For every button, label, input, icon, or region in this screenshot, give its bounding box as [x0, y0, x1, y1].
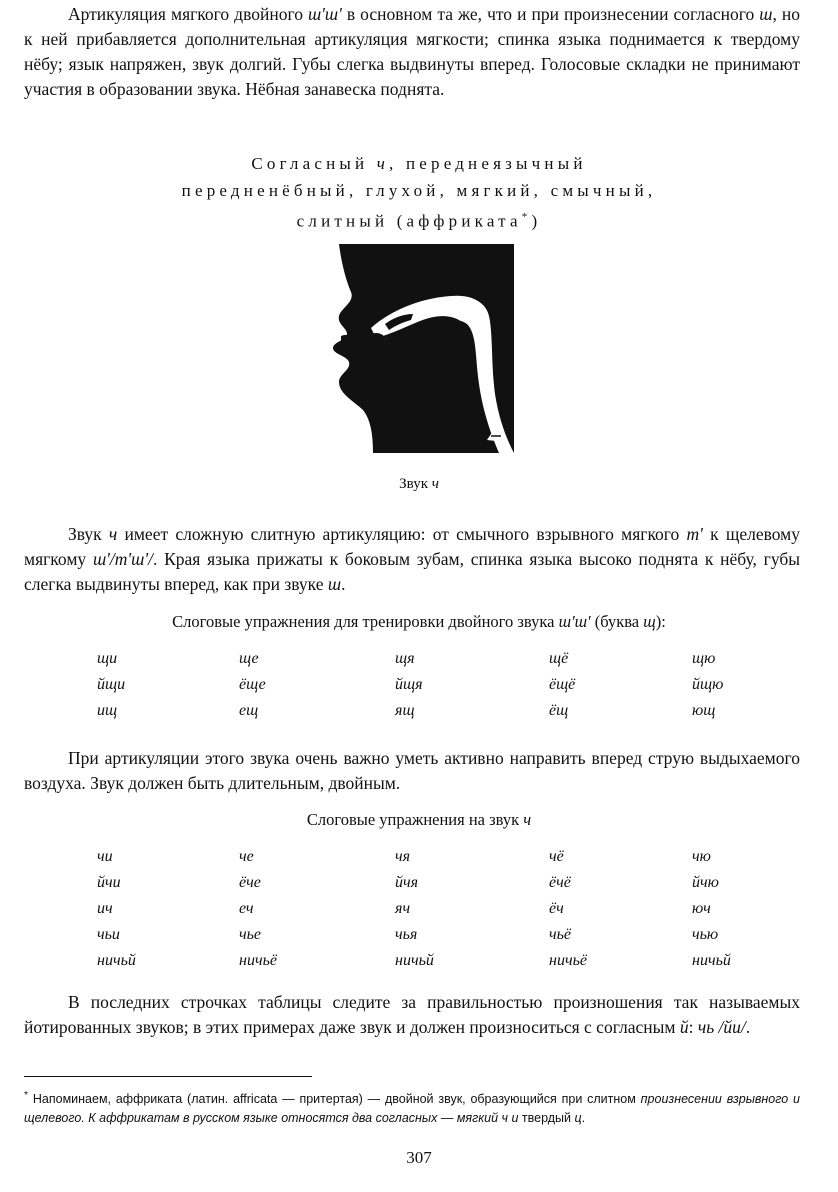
- syllable-cell: йщю: [692, 676, 724, 693]
- exercise-1-table: [97, 650, 797, 728]
- footnote-a: Напоминаем, аффриката (латин. affricata — притертая) — двойной звук, образующийся при слитном: [28, 1092, 641, 1107]
- footnote-b-it: ц: [574, 1111, 582, 1126]
- p2-a-it: ч: [108, 524, 118, 544]
- figure-caption: [0, 476, 838, 493]
- footnote-marker: *: [521, 211, 532, 223]
- footnote-star: *: [24, 1090, 29, 1101]
- heading-line-1-b: , переднеязычный: [389, 154, 587, 173]
- syllable-row: [97, 874, 797, 900]
- p2-d-it: ш: [327, 574, 342, 594]
- heading-line-3-text: слитный (аффриката: [296, 211, 522, 231]
- heading-line-2: передненёбный, глухой, мягкий, смычный,: [181, 181, 657, 200]
- syllable-cell: йщи: [97, 676, 126, 693]
- syllable-cell: ничьй: [395, 952, 434, 969]
- footnote: [24, 1086, 800, 1128]
- syllable-cell: чьё: [549, 926, 572, 943]
- p4-b: :: [688, 1017, 698, 1037]
- ex1-title-it2: щ: [643, 612, 656, 631]
- intro-text-1: Артикуляция мягкого двойного: [68, 4, 308, 24]
- ex1-title-it: ш'ш': [558, 612, 591, 631]
- syllable-cell: ничьё: [549, 952, 587, 969]
- caption-text: Звук: [399, 476, 432, 492]
- syllable-cell: ничьё: [239, 952, 277, 969]
- syllable-cell: ющ: [692, 702, 716, 719]
- heading-line-1: [0, 150, 838, 177]
- syllable-row: [97, 900, 797, 926]
- p4-b-it: чь /йи/: [697, 1017, 746, 1037]
- syllable-cell: ёщё: [549, 676, 576, 693]
- syllable-row: [97, 702, 797, 728]
- heading-line-3-end: ): [531, 211, 542, 231]
- exercise-1-title: [0, 612, 838, 632]
- ex1-title-c: ):: [655, 612, 666, 631]
- heading-line-1-italic: ч: [376, 154, 390, 173]
- section-heading: [0, 150, 838, 235]
- syllable-cell: ищ: [97, 702, 118, 719]
- p4-a-it: й: [679, 1017, 689, 1037]
- paragraph-2: [24, 522, 800, 597]
- syllable-cell: йщя: [395, 676, 423, 693]
- syllable-row: [97, 952, 797, 978]
- syllable-row: [97, 676, 797, 702]
- syllable-cell: ничьй: [97, 952, 136, 969]
- p4-a: В последних строчках таблицы следите за правильностью произношения так называемых йотированных звуков; в этих примерах даже звук и должен произноситься с согласным: [24, 992, 800, 1037]
- syllable-cell: ёщ: [549, 702, 569, 719]
- syllable-row: [97, 926, 797, 952]
- intro-text-3: , но к ней прибавляется дополнительная артикуляция мягкости; спинка языка поднимается к твердому нёбу; язык напряжен, звук долгий. Губы слегка выдвинуты вперед. Голосовые складки не принимают участия в образовании звука. Нёбная занавеска поднята.: [24, 4, 800, 99]
- ex2-title-it: ч: [523, 810, 532, 829]
- p4-c: .: [745, 1017, 751, 1037]
- intro-italic-2: ш: [759, 4, 773, 24]
- paragraph-4: [24, 990, 800, 1040]
- syllable-cell: йчю: [692, 874, 719, 891]
- heading-line-3: [0, 204, 838, 235]
- syllable-cell: чя: [395, 848, 411, 865]
- syllable-cell: чья: [395, 926, 418, 943]
- ex1-title-a: Слоговые упражнения для тренировки двойного звука: [172, 612, 559, 631]
- syllable-cell: че: [239, 848, 254, 865]
- syllable-cell: чью: [692, 926, 719, 943]
- syllable-cell: чю: [692, 848, 711, 865]
- footnote-b: твердый: [518, 1111, 575, 1126]
- p2-b: имеет сложную слитную артикуляцию: от смычного взрывного мягкого: [117, 524, 687, 544]
- paragraph-3: При артикуляции этого звука очень важно уметь активно направить вперед струю выдыхаемого воздуха. Звук должен быть длительным, двойным.: [24, 748, 800, 793]
- syllable-cell: щи: [97, 650, 118, 667]
- syllable-cell: щю: [692, 650, 716, 667]
- ex2-title-a: Слоговые упражнения на звук: [306, 810, 524, 829]
- p2-c: к щелевому мягкому: [24, 524, 800, 569]
- p2-e: .: [341, 574, 346, 594]
- footnote-a-it: произнесении взрывного и щелевого. К аффрикатам в русском языке относятся два согласных — мягкий ч и: [24, 1092, 800, 1126]
- exercise-2-title: [0, 810, 838, 830]
- syllable-cell: ёчё: [549, 874, 571, 891]
- intro-text-2: в основном та же, что и при произнесении согласного: [341, 4, 760, 24]
- caption-italic: ч: [431, 476, 439, 492]
- p2-b-it: т': [686, 524, 703, 544]
- syllable-cell: ич: [97, 900, 113, 917]
- syllable-row: [97, 848, 797, 874]
- syllable-cell: щя: [395, 650, 415, 667]
- syllable-cell: ще: [239, 650, 259, 667]
- footnote-divider: [24, 1076, 312, 1077]
- syllable-cell: йчя: [395, 874, 419, 891]
- articulation-figure: [311, 244, 514, 453]
- syllable-cell: чье: [239, 926, 262, 943]
- syllable-cell: еч: [239, 900, 254, 917]
- syllable-cell: чи: [97, 848, 113, 865]
- ex1-title-b: (буква: [590, 612, 644, 631]
- syllable-cell: ещ: [239, 702, 259, 719]
- syllable-cell: чё: [549, 848, 564, 865]
- heading-line-1-a: Согласный: [251, 154, 377, 173]
- syllable-cell: ёче: [239, 874, 261, 891]
- syllable-cell: щё: [549, 650, 569, 667]
- intro-italic-1: ш'ш': [307, 4, 342, 24]
- p2-a: Звук: [68, 524, 109, 544]
- p2-d: . Края языка прижаты к боковым зубам, спинка языка высоко поднята к нёбу, губы слегка выдвинуты вперед, как при звуке: [24, 549, 801, 594]
- syllable-cell: ящ: [395, 702, 415, 719]
- syllable-cell: яч: [395, 900, 411, 917]
- intro-paragraph: [24, 2, 800, 102]
- syllable-cell: юч: [692, 900, 711, 917]
- syllable-cell: ёч: [549, 900, 564, 917]
- syllable-cell: чьи: [97, 926, 120, 943]
- exercise-2-table: [97, 848, 797, 978]
- syllable-cell: йчи: [97, 874, 121, 891]
- syllable-cell: ничьй: [692, 952, 731, 969]
- syllable-cell: ёще: [239, 676, 266, 693]
- syllable-row: [97, 650, 797, 676]
- footnote-c: .: [581, 1111, 586, 1126]
- page-number: 307: [406, 1148, 432, 1167]
- articulation-diagram: [311, 244, 514, 453]
- p2-c-it: ш'/т'ш'/: [92, 549, 153, 569]
